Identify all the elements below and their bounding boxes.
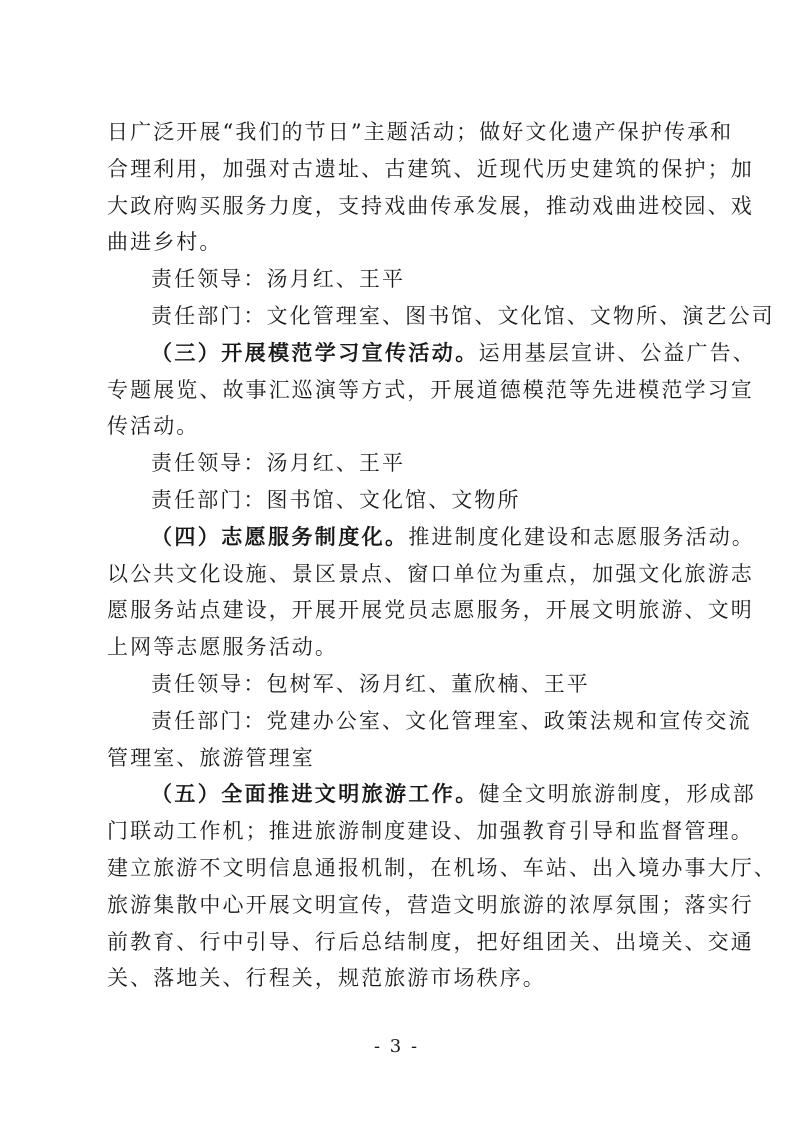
paragraph-line: 传活动。 [107, 414, 200, 439]
responsible-leader: 责任领导：汤月红、王平 [151, 451, 406, 476]
paragraph-line: 旅游集散中心开展文明宣传，营造文明旅游的浓厚氛围；落实行 [107, 892, 754, 917]
responsible-department: 责任部门：图书馆、文化馆、文物所 [151, 487, 521, 512]
section-3-heading: （三）开展模范学习宣传活动。 [151, 340, 479, 365]
responsible-leader: 责任领导：包树军、汤月红、董欣楠、王平 [151, 671, 590, 696]
responsible-department-continued: 管理室、旅游管理室 [107, 745, 315, 770]
responsible-department: 责任部门：党建办公室、文化管理室、政策法规和宣传交流 [151, 708, 752, 733]
paragraph-line: 合理利用，加强对古遗址、古建筑、近现代历史建筑的保护；加 [107, 156, 754, 181]
section-5-text: 健全文明旅游制度，形成部 [478, 782, 756, 807]
paragraph-line: 以公共文化设施、景区景点、窗口单位为重点，加强文化旅游志 [107, 561, 754, 586]
paragraph-line: 专题展览、故事汇巡演等方式，开展道德模范等先进模范学习宣 [107, 377, 754, 402]
paragraph-line: 大政府购买服务力度，支持戏曲传承发展，推动戏曲进校园、戏 [107, 193, 754, 218]
paragraph-line: 日广泛开展“我们的节日”主题活动；做好文化遗产保护传承和 [107, 120, 734, 144]
paragraph-line: 曲进乡村。 [107, 230, 223, 255]
section-3-text: 运用基层宣讲、公益广告、 [478, 340, 756, 365]
paragraph-line: 关、落地关、行程关，规范旅游市场秩序。 [107, 966, 546, 991]
section-5-heading: （五）全面推进文明旅游工作。 [151, 782, 479, 807]
section-4-heading: （四）志愿服务制度化。 [151, 524, 409, 549]
section-4-text: 推进制度化建设和志愿服务活动。 [408, 524, 755, 549]
responsible-department: 责任部门：文化管理室、图书馆、文化馆、文物所、演艺公司 [151, 303, 775, 328]
paragraph-line: 上网等志愿服务活动。 [107, 635, 338, 660]
page-number: - 3 - [373, 1036, 420, 1057]
document-body [107, 114, 777, 997]
section-4-first-line [107, 519, 755, 556]
section-5-first-line [107, 776, 756, 813]
section-3-first-line [107, 335, 756, 372]
paragraph-line: 前教育、行中引导、行后总结制度，把好组团关、出境关、交通 [107, 929, 754, 954]
responsible-leader: 责任领导：汤月红、王平 [151, 267, 406, 292]
paragraph-line: 建立旅游不文明信息通报机制，在机场、车站、出入境办事大厅、 [107, 855, 777, 880]
paragraph-line: 门联动工作机；推进旅游制度建设、加强教育引导和监督管理。 [107, 819, 754, 844]
paragraph-line: 愿服务站点建设，开展开展党员志愿服务，开展文明旅游、文明 [107, 598, 754, 623]
